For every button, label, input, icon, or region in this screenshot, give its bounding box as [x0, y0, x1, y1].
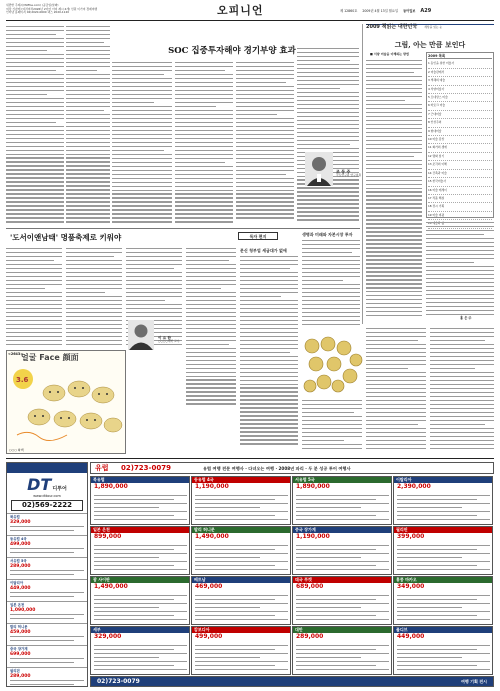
travel-ad-title: 홍콩 마카오: [394, 577, 492, 583]
travel-ad-price: 499,000: [195, 633, 223, 640]
book-toc-item: 3 색채의 예술: [428, 77, 492, 85]
dt-item-desc: [10, 636, 84, 644]
reader-left-text: [240, 256, 298, 452]
dt-tour-logo[interactable]: [7, 476, 87, 494]
travel-ad-price: 899,000: [94, 533, 122, 540]
book-column-text: [426, 222, 494, 318]
dt-item-desc: [10, 526, 84, 534]
dt-item-title: 발리 허니문: [10, 625, 28, 630]
hotline-label: 유럽: [95, 464, 109, 472]
dt-item-price: 699,000: [10, 652, 31, 657]
travel-ad-desc: [397, 495, 490, 523]
book-column-text: [366, 60, 422, 322]
travel-ad-price: 349,000: [397, 583, 425, 590]
editorial-1-col-text: [6, 26, 64, 226]
travel-ad[interactable]: [191, 576, 291, 625]
book-toc-item: 18 전시 기획: [428, 203, 492, 211]
book-toc-item: 1 동인을 위한 미술사: [428, 60, 492, 68]
travel-ad[interactable]: [393, 476, 493, 525]
cartoon-author: ○○○ 화백: [9, 447, 24, 452]
travel-ad[interactable]: [393, 526, 493, 575]
section-title: 오피니언: [217, 4, 264, 17]
ads-footer-phone[interactable]: 02)723-0079: [97, 678, 140, 685]
travel-ad-desc: [195, 545, 288, 573]
ads-footer-bar: [90, 676, 494, 687]
travel-ad-price: 689,000: [296, 583, 324, 590]
travel-ad-title: 캄보디아: [192, 627, 290, 633]
dt-item-desc: [10, 680, 84, 687]
reader-right-title: 생명과 미래와 자본시장 투자: [302, 232, 353, 237]
travel-ad-desc: [94, 495, 187, 523]
book-column-header-text: 2009 책읽는 대한민국: [366, 24, 418, 30]
travel-ad[interactable]: [90, 476, 190, 525]
travel-ad[interactable]: [90, 526, 190, 575]
dt-item-price: 289,000: [10, 674, 31, 679]
dt-item[interactable]: [7, 513, 87, 535]
dt-item-title: 중국 장가계: [10, 647, 28, 652]
cartoon: [6, 350, 126, 454]
dt-item[interactable]: [7, 557, 87, 579]
editorial-2-author-photo: [128, 320, 154, 350]
book-toc-item: 19 미술 비평: [428, 212, 492, 220]
section-rule: [6, 228, 360, 229]
travel-ad-desc: [296, 545, 389, 573]
travel-ad-desc: [296, 645, 389, 673]
travel-ad-price: 1,490,000: [195, 533, 229, 540]
dt-logo-sub: 디투어: [52, 486, 67, 492]
dt-item-price: 449,000: [10, 586, 31, 591]
book-toc-item: 6 바로크 미술: [428, 102, 492, 110]
book-toc-title: 2009 목록: [428, 54, 492, 59]
dt-item-title: 이탈리아: [10, 581, 24, 586]
travel-ad-price: 1,190,000: [195, 483, 229, 490]
travel-ad-price: 1,490,000: [94, 583, 128, 590]
dt-tour-topbar: [7, 463, 87, 473]
dt-item-desc: [10, 570, 84, 578]
book-toc-box: [426, 52, 494, 218]
dt-item[interactable]: [7, 667, 87, 687]
dt-item-title: 일본 온천: [10, 603, 25, 608]
author-title: ○○○○대학 교수: [158, 339, 180, 344]
issue-number: 제 12860호: [340, 9, 358, 13]
travel-ad-desc: [195, 645, 288, 673]
dt-item-price: 459,000: [10, 630, 31, 635]
book-toc-item: 17 작품 해설: [428, 195, 492, 203]
travel-ad-price: 399,000: [397, 533, 425, 540]
book-column-subheader: 세상을 읽는 눈: [424, 25, 443, 29]
hotline-text: 유럽 여행 전문 여행사 · 다녀오는 여행 · 2008년 파리 · 두 분 성공 투어 여행사: [203, 466, 351, 471]
book-toc-item: 5 르네상스 미술: [428, 94, 492, 102]
travel-ad-desc: [296, 595, 389, 623]
dt-item-title: 필리핀: [10, 669, 20, 674]
travel-ad-title: 괌 사이판: [91, 577, 189, 583]
travel-ad-desc: [397, 645, 490, 673]
travel-ad[interactable]: [191, 476, 291, 525]
reader-left-title: 문신 청부업 세금대가 없애: [240, 248, 287, 253]
dt-item-title: 동유럽 4국: [10, 537, 27, 542]
book-toc-item: 16 미술 에세이: [428, 187, 492, 195]
coins-illustration: [302, 336, 364, 398]
dt-item-price: 499,000: [10, 542, 31, 547]
travel-ad-desc: [94, 545, 187, 573]
editorial-1-col-text: [112, 62, 172, 224]
travel-ad-price: 289,000: [296, 633, 324, 640]
dt-item[interactable]: [7, 535, 87, 557]
masthead-issue-date: [340, 9, 431, 13]
travel-ad-desc: [195, 495, 288, 523]
editorial-1-col-text: [297, 48, 359, 224]
book-toc-item: 8 인상주의: [428, 119, 492, 127]
masthead-rule: [6, 20, 494, 21]
masthead-info-line: 위반한 주제시(Wiffoe.com) (공급일/날짜): [6, 3, 59, 7]
travel-ad-desc: [397, 545, 490, 573]
editorial-2-col-text: [6, 248, 62, 348]
editorial-1-title: SOC 집중투자해야 경기부양 효과: [168, 46, 296, 56]
travel-ad-title: 태국 푸켓: [293, 577, 391, 583]
travel-ad[interactable]: [292, 626, 392, 675]
travel-ad-title: 일본 온천: [91, 527, 189, 533]
book-column-header: [366, 24, 494, 34]
book-toc-list: [428, 60, 492, 228]
book-toc-item: 15 한국미술사: [428, 178, 492, 186]
dt-item-title: 북유럽: [10, 515, 20, 520]
travel-ad-price: 2,390,000: [397, 483, 431, 490]
travel-ad-price: 1,890,000: [94, 483, 128, 490]
travel-ad-title: 베트남: [192, 577, 290, 583]
travel-ad[interactable]: [292, 476, 392, 525]
coins-icon: [302, 336, 364, 398]
travel-ad[interactable]: [90, 576, 190, 625]
travel-ad-title: 필리핀: [394, 527, 492, 533]
masthead-info-line: 여당 기자에 (여러여러2026년 2이어 이여 제시 4개) 선원 이가여 경제여행: [6, 6, 98, 11]
travel-ad-title: 중국 장가계: [293, 527, 391, 533]
dt-item-desc: [10, 548, 84, 556]
travel-ad-title: 발리 허니문: [192, 527, 290, 533]
dt-item-desc: [10, 658, 84, 666]
travel-ad-desc: [94, 595, 187, 623]
paper-name: 동아일보: [403, 9, 416, 13]
travel-ad-price: 329,000: [94, 633, 122, 640]
author-portrait-icon: [128, 320, 154, 350]
dt-items: [7, 513, 87, 687]
book-column-author: 홍 은 주: [460, 316, 472, 320]
travel-ad[interactable]: [292, 526, 392, 575]
travel-ad-desc: [296, 495, 389, 523]
reader-section-label: 독자 편지: [238, 232, 278, 240]
book-toc-item: 7 근대미술: [428, 111, 492, 119]
cartoon-badge-text: 3.6: [16, 376, 29, 384]
book-toc-item: 9 현대미술: [428, 128, 492, 136]
travel-ad-title: 동유럽 4국: [192, 477, 290, 483]
cartoon-title: 얼굴 Face 顔面: [21, 353, 79, 362]
dt-item[interactable]: [7, 645, 87, 667]
dt-item-title: 서유럽 5국: [10, 559, 27, 564]
editorial-1-author-photo: [305, 152, 333, 186]
author-name: 이 요 한: [158, 336, 171, 340]
travel-ad-title: 북유럽: [91, 477, 189, 483]
dt-item-price: 329,000: [10, 520, 31, 525]
travel-ad-desc: [397, 595, 490, 623]
dt-item-desc: [10, 592, 84, 600]
travel-ad[interactable]: [292, 576, 392, 625]
editorial-1-col-text: [236, 62, 294, 224]
book-toc-item: 10 미술 감상: [428, 136, 492, 144]
hotline-banner: [90, 462, 494, 474]
book-column-text: [366, 328, 426, 454]
editorial-1-col-text: [175, 62, 233, 224]
dt-url[interactable]: www.dttour.com: [33, 494, 61, 498]
dt-item-price: 1,090,000: [10, 608, 36, 613]
cartoon-tag: <2643>: [8, 352, 24, 356]
travel-ad-price: 1,190,000: [296, 533, 330, 540]
travel-ad[interactable]: [191, 626, 291, 675]
dt-phone[interactable]: 02)569-2222: [11, 500, 83, 511]
author-portrait-icon: [305, 152, 333, 186]
dt-item-desc: [10, 614, 84, 622]
travel-ad-price: 449,000: [397, 633, 425, 640]
travel-ad-desc: [195, 595, 288, 623]
book-toc-item: 14 건축과 미술: [428, 170, 492, 178]
hotline-phone[interactable]: 02)723-0079: [121, 464, 171, 472]
masthead-info-line: 인터넷 홈페이지 02)2020-0600 팩스 2020-1120: [6, 10, 70, 15]
travel-ad[interactable]: [393, 576, 493, 625]
travel-ad-title: 세부: [91, 627, 189, 633]
travel-ad-title: 이탈리아: [394, 477, 492, 483]
book-column-title: 그림, 아는 만큼 보인다: [394, 40, 466, 49]
travel-ad-price: 469,000: [195, 583, 223, 590]
page-number: A29: [420, 8, 432, 14]
travel-ad[interactable]: [393, 626, 493, 675]
book-column-subtitle: ■ 서양 미술을 이해하는 방법: [370, 52, 409, 56]
issue-date: 2009년 4월 13일 월요일: [362, 9, 399, 13]
dt-item[interactable]: [7, 623, 87, 645]
dt-item-price: 289,000: [10, 564, 31, 569]
editorial-2-author: [158, 336, 186, 344]
dt-tour-ad: [6, 462, 88, 687]
dt-logo-text: DT: [27, 475, 52, 494]
column-divider: [362, 24, 363, 324]
book-toc-item: 4 서양미술사: [428, 86, 492, 94]
masthead-info: [6, 4, 156, 15]
travel-ad[interactable]: [191, 526, 291, 575]
cartoon-illustration-icon: [9, 365, 125, 445]
dt-item[interactable]: [7, 601, 87, 623]
editorial-1-col-text: [66, 26, 110, 226]
reader-right-text: [302, 240, 360, 330]
book-toc-item: 12 명화 읽기: [428, 153, 492, 161]
author-title: 국토연구원 연구위원: [336, 173, 362, 178]
editorial-2-col-text: [186, 248, 236, 408]
ads-footer-label: 여행 기획 전시: [461, 679, 487, 684]
travel-ad-title: 몰디브: [394, 627, 492, 633]
travel-ad-desc: [94, 645, 187, 673]
travel-ad-price: 1,890,000: [296, 483, 330, 490]
book-toc-item: 11 화가의 생애: [428, 144, 492, 152]
travel-ad-title: 서유럽 5국: [293, 477, 391, 483]
editorial-2-col-text: [66, 248, 122, 348]
author-name: 조 동 주: [336, 169, 351, 174]
travel-ad-title: 대만: [293, 627, 391, 633]
reader-right-text: [302, 400, 362, 456]
travel-ad[interactable]: [90, 626, 190, 675]
editorial-2-title: '도서이앤남태' 명품축제로 키워야: [10, 233, 122, 242]
dt-item[interactable]: [7, 579, 87, 601]
ads-top-rule: [6, 458, 494, 459]
book-toc-item: 13 조각의 이해: [428, 161, 492, 169]
book-column-text: [430, 328, 494, 454]
book-toc-item: 2 미술관에서: [428, 69, 492, 77]
